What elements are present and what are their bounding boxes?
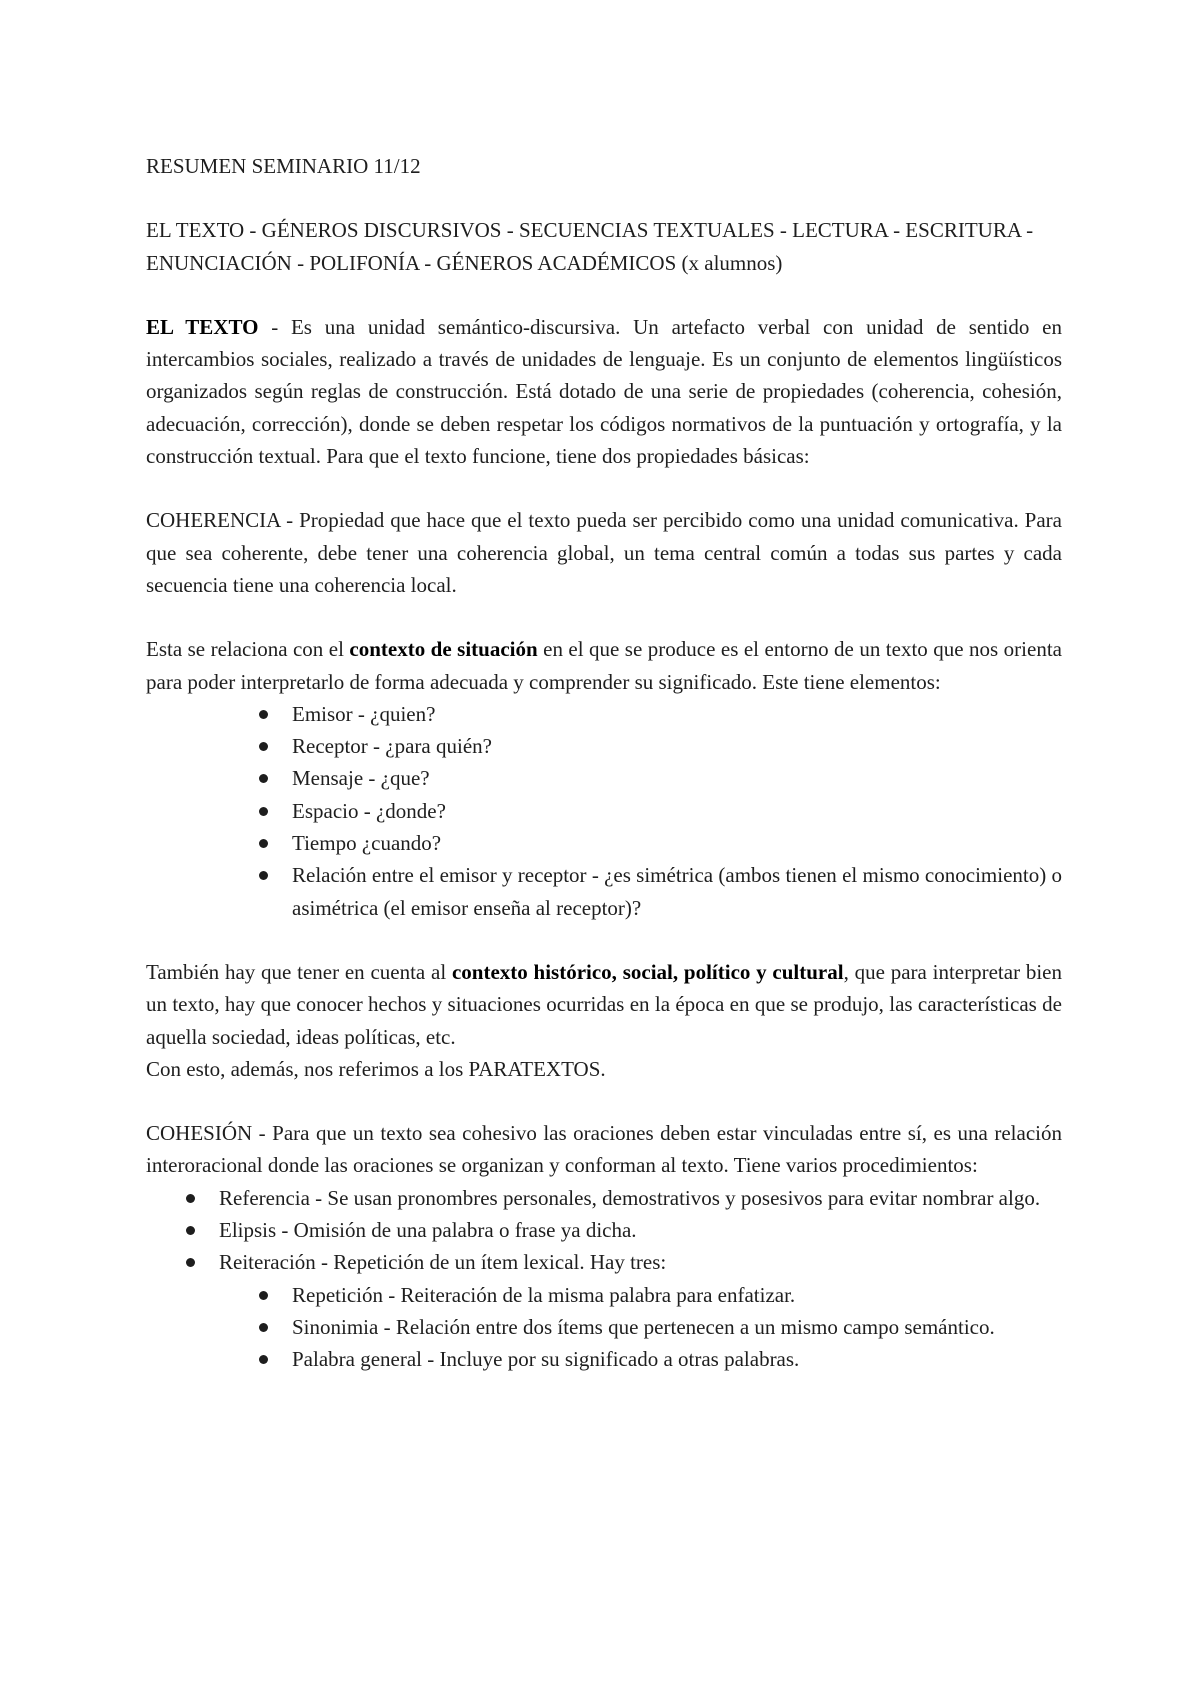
coherencia-paragraph: COHERENCIA - Propiedad que hace que el texto pueda ser percibido como una unidad comunicativa. Para que sea coherente, debe tener una coherencia global, un tema central común a todas sus partes y cada secuencia tiene una coherencia local. <box>146 508 1062 597</box>
contexto-bold: contexto de situación <box>349 637 538 662</box>
page-title: RESUMEN SEMINARIO 11/12 <box>146 154 421 178</box>
historico-pre: También hay que tener en cuenta al <box>146 959 452 984</box>
texto-body: - Es una unidad semántico-discursiva. Un artefacto verbal con unidad de sentido en intercambios sociales, realizado a través de unidades de lenguaje. Es un conjunto de elementos lingüísticos organizados según reglas de construcción. Está dotado de una serie de propiedades (coherencia, cohesión, adecuación, corrección), donde se deben respetar los códigos normativos de la puntuación y ortografía, y la construcción textual. Para que el texto funcione, tiene dos propiedades básicas: <box>146 314 1062 469</box>
bullet-icon <box>259 710 268 719</box>
bullet-icon <box>259 839 268 848</box>
cohesion-procedures-list <box>146 1182 1062 1376</box>
bullet-icon <box>186 1258 195 1267</box>
list-item: Repetición - Reiteración de la misma palabra para enfatizar. <box>292 1279 1062 1311</box>
contexto-pre: Esta se relaciona con el <box>146 637 350 662</box>
bullet-icon <box>259 807 268 816</box>
bullet-icon <box>259 1291 268 1300</box>
paratextos-line: Con esto, además, nos referimos a los PARATEXTOS. <box>146 1056 606 1081</box>
contexto-post: en el que se produce es el entorno de un texto que nos orienta para poder interpretarlo de forma adecuada y comprender su significado. Este tiene elementos: <box>146 637 1062 694</box>
bullet-icon <box>186 1194 195 1203</box>
list-item: Elipsis - Omisión de una palabra o frase ya dicha. <box>219 1214 1062 1246</box>
historico-post: , que para interpretar bien un texto, hay que conocer hechos y situaciones ocurridas en la época en que se produjo, las características de aquella sociedad, ideas políticas, etc. <box>146 959 1062 1049</box>
historico-bold: contexto histórico, social, político y cultural <box>451 959 844 984</box>
topics-line: EL TEXTO - GÉNEROS DISCURSIVOS - SECUENCIAS TEXTUALES - LECTURA - ESCRITURA - ENUNCIACIÓN - POLIFONÍA - GÉNEROS ACADÉMICOS (x alumnos) <box>146 218 1034 275</box>
bullet-icon <box>259 774 268 783</box>
context-elements-list <box>146 698 1062 924</box>
historico-paragraph <box>146 956 1062 1053</box>
bullet-icon <box>186 1226 195 1235</box>
texto-label: EL TEXTO <box>146 314 259 339</box>
bullet-icon <box>259 871 268 880</box>
list-item: Espacio - ¿donde? <box>292 795 1062 827</box>
bullet-icon <box>259 1355 268 1364</box>
list-item: Relación entre el emisor y receptor - ¿es simétrica (ambos tienen el mismo conocimiento) o asimétrica (el emisor enseña al receptor)? <box>292 859 1062 924</box>
bullet-icon <box>259 742 268 751</box>
list-item: Reiteración - Repetición de un ítem lexical. Hay tres: Repetición - Reiteración de la misma palabra para enfatizar. Sinonimia - Relación entre dos ítems que pertenecen a un mismo campo semántico. Palabra general - Incluye por su significado a otras palabras. <box>219 1246 1062 1375</box>
reiteracion-sublist <box>219 1279 1062 1376</box>
contexto-paragraph <box>146 633 1062 698</box>
list-item: Referencia - Se usan pronombres personales, demostrativos y posesivos para evitar nombrar algo. <box>219 1182 1062 1214</box>
list-item: Emisor - ¿quien? <box>292 698 1062 730</box>
list-item: Receptor - ¿para quién? <box>292 730 1062 762</box>
texto-paragraph <box>146 311 1062 472</box>
list-item: Palabra general - Incluye por su significado a otras palabras. <box>292 1343 1062 1375</box>
list-item: Sinonimia - Relación entre dos ítems que pertenecen a un mismo campo semántico. <box>292 1311 1062 1343</box>
cohesion-paragraph: COHESIÓN - Para que un texto sea cohesivo las oraciones deben estar vinculadas entre sí, es una relación interoracional donde las oraciones se organizan y conforman al texto. Tiene varios procedimientos: <box>146 1121 1062 1178</box>
list-item: Mensaje - ¿que? <box>292 762 1062 794</box>
bullet-icon <box>259 1323 268 1332</box>
list-item: Tiempo ¿cuando? <box>292 827 1062 859</box>
